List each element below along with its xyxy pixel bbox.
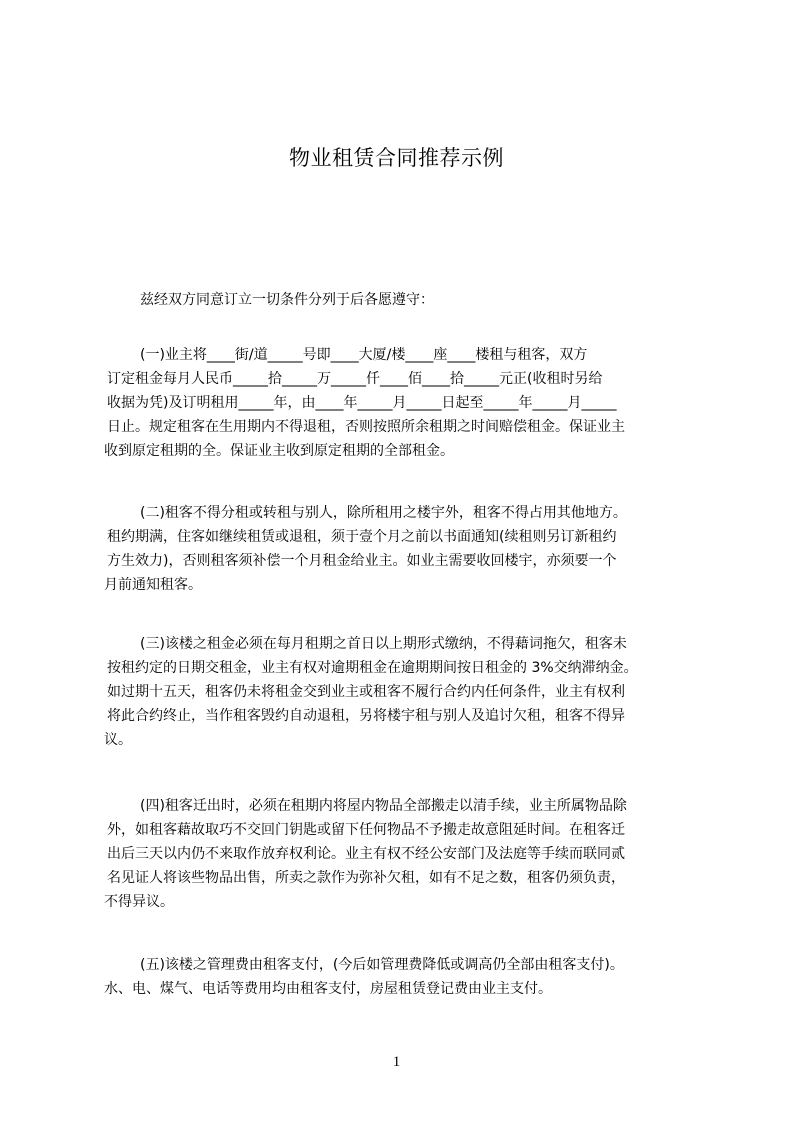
section-3-line: 将此合约终止，当作租客毁约自动退租，另将楼宇租与别人及追讨欠租，租客不得异: [107, 708, 625, 724]
section-1-line: 收到原定租期的全。保证业主收到原定租期的全部租金。: [104, 443, 454, 459]
section-5-line: (五)该楼之管理费由租客支付，(今后如管理费降低或调高仍全部由租客支付)。: [140, 957, 624, 973]
section-4-line: 出后三天以内仍不来取作放弃权利论。业主有权不经公安部门及法庭等手续而联同贰: [107, 846, 625, 862]
section-4-line: (四)租客迁出时，必须在租期内将屋内物品全部搬走以清手续，业主所属物品除: [140, 798, 627, 814]
section-5-line: 水、电、煤气、电话等费用均由租客支付，房屋租赁登记费由业主支付。: [104, 981, 552, 997]
section-3-line: 按租约定的日期交租金，业主有权对逾期租金在逾期期间按日租金的 3%交纳滞纳金。: [107, 660, 638, 676]
section-4-line: 不得异议。: [104, 894, 174, 910]
section-3-line: 如过期十五天，租客仍未将租金交到业主或租客不履行合约内任何条件，业主有权利: [107, 684, 625, 700]
section-2-line: (二)租客不得分租或转租与别人，除所租用之楼宇外，租客不得占用其他地方。: [140, 505, 627, 521]
section-1-line: 日止。规定租客在生用期内不得退租，否则按照所余租期之时间赔偿租金。保证业主: [107, 419, 625, 435]
section-1-line: 收据为凭)及订明租用_____年，由____年_____月_____日起至_____年_____月_____: [107, 395, 617, 411]
section-1-line: (一)业主将____街/道_____号即____大厦/楼____座____楼租与租客，双方: [140, 347, 588, 363]
section-1-line: 订定租金每月人民币_____拾_____万_____仟____佰____拾_____元正(收租时另给: [107, 371, 603, 387]
intro-paragraph: 兹经双方同意订立一切条件分列于后各愿遵守：: [140, 292, 434, 308]
section-2-line: 月前通知租客。: [104, 577, 202, 593]
document-title: 物业租赁合同推荐示例: [289, 146, 504, 170]
section-4-line: 名见证人将该些物品出售，所卖之款作为弥补欠租，如有不足之数，租客仍须负责，: [107, 870, 625, 886]
page-number: 1: [392, 1054, 401, 1070]
section-3-line: (三)该楼之租金必须在每月租期之首日以上期形式缴纳，不得藉词拖欠，租客未: [140, 636, 627, 652]
section-2-line: 租约期满，住客如继续租赁或退租，须于壹个月之前以书面通知(续租则另订新租约: [107, 529, 617, 545]
section-2-line: 方生效力)，否则租客须补偿一个月租金给业主。如业主需要收回楼宇，亦须要一个: [107, 553, 617, 569]
section-3-line: 议。: [104, 732, 132, 748]
section-4-line: 外，如租客藉故取巧不交回门钥匙或留下任何物品不予搬走故意阻延时间。在租客迁: [107, 822, 625, 838]
